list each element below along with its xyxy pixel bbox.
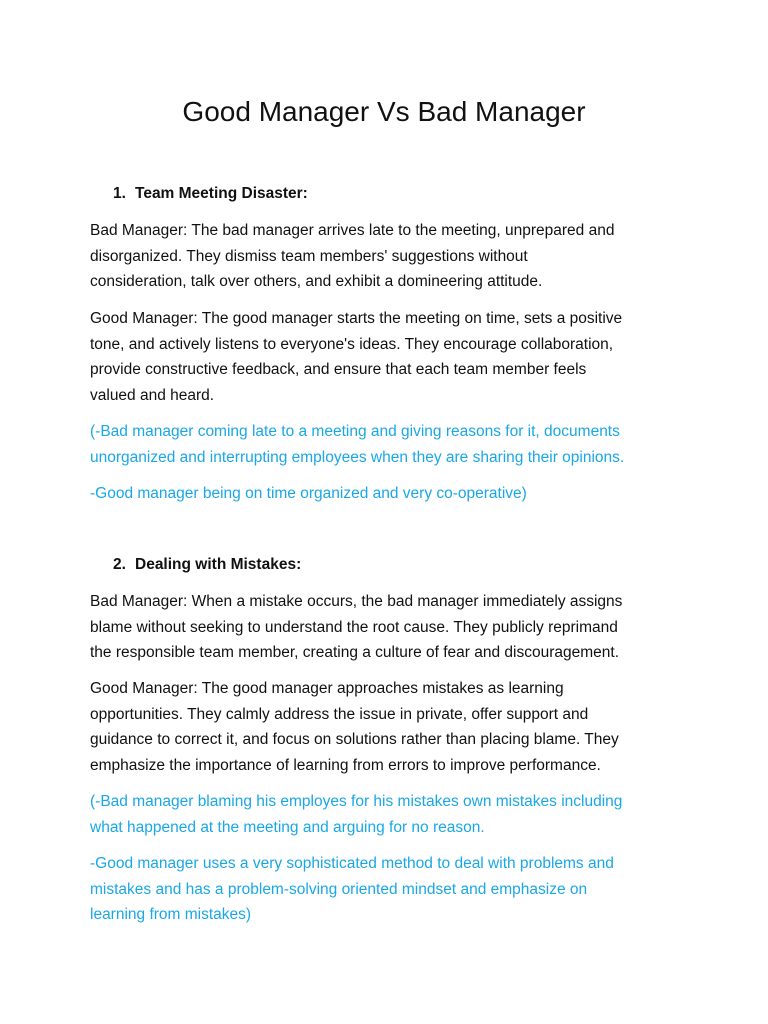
paragraph-line: Good Manager: The good manager approaches mistakes as learning — [90, 680, 564, 697]
paragraph-line: blame without seeking to understand the root cause. They publicly reprimand — [90, 618, 618, 636]
section-heading-text: Team Meeting Disaster: — [135, 185, 308, 202]
paragraph-line: opportunities. They calmly address the issue in private, offer support and — [90, 705, 589, 723]
paragraph-line: consideration, talk over others, and exhibit a domineering attitude. — [90, 273, 543, 291]
paragraph-line: valued and heard. — [90, 387, 215, 405]
note-line: (-Bad manager coming late to a meeting and giving reasons for it, documents — [90, 423, 620, 440]
section-number: 1. — [113, 185, 126, 202]
note-line: mistakes and has a problem-solving oriented mindset and emphasize on — [90, 880, 588, 898]
paragraph-line: tone, and actively listens to everyone's ideas. They encourage collaboration, — [90, 335, 614, 353]
bad-manager-paragraph — [90, 218, 690, 295]
paragraph-line: Bad Manager: The bad manager arrives late to the meeting, unprepared and — [90, 222, 615, 239]
paragraph-line: disorganized. They dismiss team members' suggestions without — [90, 247, 528, 265]
paragraph-line: the responsible team member, creating a culture of fear and discouragement. — [90, 644, 620, 662]
bad-manager-note — [90, 419, 690, 470]
section-heading-dealing-with-mistakes — [113, 554, 301, 576]
note-line: -Good manager uses a very sophisticated method to deal with problems and — [90, 855, 614, 872]
good-manager-paragraph — [90, 306, 690, 409]
paragraph-line: Bad Manager: When a mistake occurs, the bad manager immediately assigns — [90, 593, 623, 610]
paragraph-line: guidance to correct it, and focus on solutions rather than placing blame. They — [90, 731, 619, 749]
section-heading-text: Dealing with Mistakes: — [135, 556, 302, 573]
note-line: learning from mistakes) — [90, 906, 252, 924]
note-line: unorganized and interrupting employees when they are sharing their opinions. — [90, 448, 625, 466]
section-number: 2. — [113, 556, 126, 573]
bad-manager-paragraph — [90, 589, 690, 666]
paragraph-line: emphasize the importance of learning from errors to improve performance. — [90, 757, 601, 775]
good-manager-paragraph — [90, 676, 690, 779]
good-manager-note — [90, 851, 690, 928]
paragraph-line: Good Manager: The good manager starts the meeting on time, sets a positive — [90, 310, 623, 327]
note-line: what happened at the meeting and arguing for no reason. — [90, 818, 485, 836]
bad-manager-note — [90, 789, 690, 840]
section-heading-team-meeting — [113, 183, 308, 205]
paragraph-line: provide constructive feedback, and ensure that each team member feels — [90, 361, 587, 379]
note-line: (-Bad manager blaming his employes for his mistakes own mistakes including — [90, 793, 623, 810]
document-title: Good Manager Vs Bad Manager — [182, 96, 586, 127]
good-manager-note — [90, 481, 690, 507]
note-line: -Good manager being on time organized and very co-operative) — [90, 485, 527, 502]
